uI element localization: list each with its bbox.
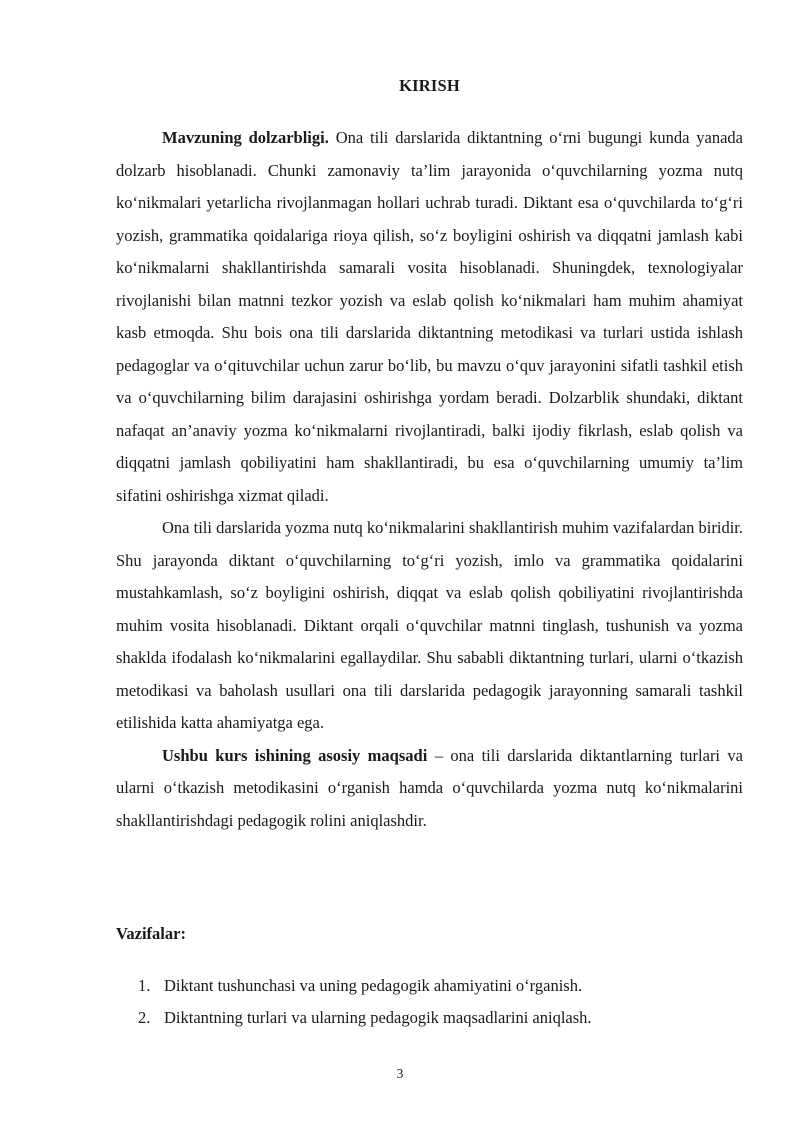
list-item-text: Diktantning turlari va ularning pedagogik maqsadlarini aniqlash. [164,1008,592,1027]
body-text [116,122,743,837]
list-item [116,970,743,1002]
tasks-list [116,970,743,1034]
paragraph-goal [116,740,743,838]
paragraph-writing-skills [116,512,743,740]
paragraph-text-goal: – ona tili darslarida diktantlarning turlari va ularni o‘tkazish metodikasini o‘rganish hamda o‘quvchilarda yozma nutq ko‘nikmalarini shakllantirishdagi pedagogik rolini aniqlashdir. [116,745,743,830]
paragraph-text-writing-skills: Ona tili darslarida yozma nutq ko‘nikmalarini shakllantirish muhim vazifalardan biridir. Shu jarayonda diktant o‘quvchilarning to‘g‘ri yozish, imlo va grammatika qoidalarini mustahkamlash, so‘z boyligini oshirish, diqqat va eslab qolish qobiliyatini rivojlantirishda muhim vosita hisoblanadi. Diktant orqali o‘quvchilar matnni tinglash, tushunish va yozma shaklda ifodalash ko‘nikmalarini egallaydilar. Shu sababli diktantning turlari, ularni o‘tkazish metodikasi va baholash usullari ona tili darslarida pedagogik jarayonning samarali tashkil etilishida katta ahamiyatga ega. [116,518,744,732]
page-number: 3 [396,1066,404,1081]
paragraph-text-relevance: Ona tili darslarida diktantning o‘rni bugungi kunda yanada dolzarb hisoblanadi. Chunki zamonaviy ta’lim jarayonida o‘quvchilarning yozma nutq ko‘nikmalari yetarlicha rivojlanmagan hollari uchrab turadi. Diktant esa o‘quvchilarda to‘g‘ri yozish, grammatika qoidalariga rioya qilish, so‘z boyligini oshirish va diqqatni jamlash kabi ko‘nikmalarni shakllantirishda samarali vosita hisoblanadi. Shuningdek, texnologiyalar rivojlanishi bilan matnni tezkor yozish va eslab qolish ko‘nikmalari ham muhim ahamiyat kasb etmoqda. Shu bois ona tili darslarida diktantning metodikasi va turlari ustida ishlash pedagoglar va o‘qituvchilar uchun zarur bo‘lib, bu mavzu o‘quv jarayonini sifatli tashkil etish va o‘quvchilarning bilim darajasini oshirishga yordam beradi. Dolzarblik shundaki, diktant nafaqat an’anaviy yozma ko‘nikmalarni rivojlantiradi, balki ijodiy fikrlash, eslab qolish va diqqatni jamlash qobiliyatini ham shakllantiradi, bu esa o‘quvchilarning umumiy ta’lim sifatini oshirishga xizmat qiladi. [116,128,743,505]
tasks-heading: Vazifalar: [116,924,186,943]
list-item-number: 1. [138,976,151,995]
paragraph-relevance [116,122,743,512]
list-item-text: Diktant tushunchasi va uning pedagogik ahamiyatini o‘rganish. [164,976,583,995]
paragraph-lead-relevance: Mavzuning dolzarbligi. [162,128,329,147]
list-item [116,1002,743,1034]
section-heading: KIRISH [399,76,460,95]
paragraph-lead-goal: Ushbu kurs ishining asosiy maqsadi [162,745,428,765]
list-item-number: 2. [138,1008,151,1027]
